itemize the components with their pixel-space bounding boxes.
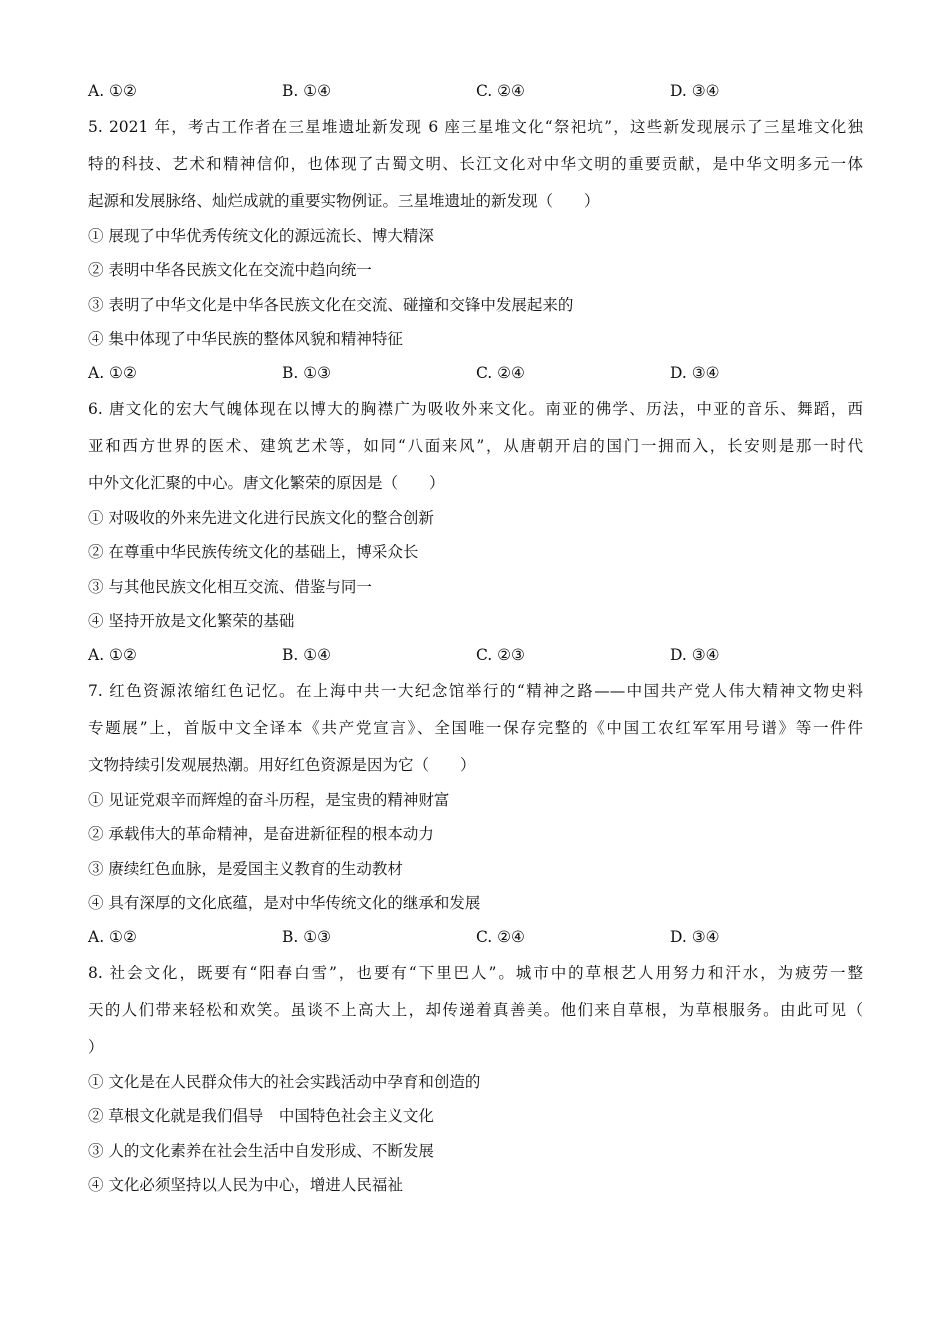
- q4-option-b: B. ①④: [282, 82, 332, 100]
- q8-item-3: ③ 人的文化素养在社会生活中自发形成、不断发展: [88, 1142, 434, 1160]
- q8-stem-line: ）: [88, 1038, 104, 1056]
- q5-option-a: A. ①②: [88, 364, 137, 382]
- q8-item-4: ④ 文化必须坚持以人民为中心，增进人民福祉: [88, 1176, 403, 1194]
- q7-stem-line: 7. 红色资源浓缩红色记忆。在上海中共一大纪念馆举行的“精神之路——中国共产党人伟大精神文物史料: [88, 682, 863, 700]
- q4-option-a: A. ①②: [88, 82, 137, 100]
- q5-item-4: ④ 集中体现了中华民族的整体风貌和精神特征: [88, 330, 403, 348]
- q6-option-a: A. ①②: [88, 646, 137, 664]
- q8-stem-line: 天的人们带来轻松和欢笑。虽谈不上高大上，却传递着真善美。他们来自草根，为草根服务。由此可见（: [88, 1001, 863, 1019]
- q6-stem-line: 6. 唐文化的宏大气魄体现在以博大的胸襟广为吸收外来文化。南亚的佛学、历法，中亚的音乐、舞蹈，西: [88, 400, 863, 418]
- q6-item-3: ③ 与其他民族文化相互交流、借鉴与同一: [88, 578, 372, 596]
- q5-item-2: ② 表明中华各民族文化在交流中趋向统一: [88, 261, 372, 279]
- q6-stem-line: 中外文化汇聚的中心。唐文化繁荣的原因是（ ）: [88, 474, 445, 492]
- q7-option-b: B. ①③: [282, 928, 332, 946]
- q8-stem-line: 8. 社会文化，既要有“阳春白雪”，也要有“下里巴人”。城市中的草根艺人用努力和汗水，为疲劳一整: [88, 964, 863, 982]
- q6-option-d: D. ③④: [670, 646, 720, 664]
- q7-stem-line: 专题展”上，首版中文全译本《共产党宣言》、全国唯一保存完整的《中国工农红军军用号谱》等一件件: [88, 719, 863, 737]
- q7-option-d: D. ③④: [670, 928, 720, 946]
- q5-option-d: D. ③④: [670, 364, 720, 382]
- q6-option-c: C. ②③: [476, 646, 525, 664]
- q5-stem-line: 5. 2021 年，考古工作者在三星堆遗址新发现 6 座三星堆文化“祭祀坑”，这些新发现展示了三星堆文化独: [88, 118, 863, 136]
- q8-item-2: ② 草根文化就是我们倡导 中国特色社会主义文化: [88, 1107, 434, 1125]
- q7-options: [88, 927, 863, 947]
- q4-options: [88, 81, 863, 101]
- q7-option-a: A. ①②: [88, 928, 137, 946]
- q4-option-c: C. ②④: [476, 82, 525, 100]
- q5-option-b: B. ①③: [282, 364, 332, 382]
- q6-stem-line: 亚和西方世界的医术、建筑艺术等，如同“八面来风”，从唐朝开启的国门一拥而入，长安则是那一时代: [88, 437, 863, 455]
- q5-stem-line: 起源和发展脉络、灿烂成就的重要实物例证。三星堆遗址的新发现（ ）: [88, 192, 600, 210]
- q5-item-3: ③ 表明了中华文化是中华各民族文化在交流、碰撞和交锋中发展起来的: [88, 296, 574, 314]
- q7-item-1: ① 见证党艰辛而辉煌的奋斗历程，是宝贵的精神财富: [88, 791, 450, 809]
- q7-option-c: C. ②④: [476, 928, 525, 946]
- q6-item-4: ④ 坚持开放是文化繁荣的基础: [88, 612, 295, 630]
- q5-options: [88, 363, 863, 383]
- q7-item-4: ④ 具有深厚的文化底蕴，是对中华传统文化的继承和发展: [88, 894, 481, 912]
- q6-options: [88, 645, 863, 665]
- q4-option-d: D. ③④: [670, 82, 720, 100]
- q5-stem-line: 特的科技、艺术和精神信仰，也体现了古蜀文明、长江文化对中华文明的重要贡献，是中华文明多元一体: [88, 155, 863, 173]
- q6-item-2: ② 在尊重中华民族传统文化的基础上，博采众长: [88, 543, 419, 561]
- q7-item-3: ③ 赓续红色血脉，是爱国主义教育的生动教材: [88, 860, 403, 878]
- q6-option-b: B. ①④: [282, 646, 332, 664]
- q7-item-2: ② 承载伟大的革命精神，是奋进新征程的根本动力: [88, 825, 434, 843]
- q5-option-c: C. ②④: [476, 364, 525, 382]
- q5-item-1: ① 展现了中华优秀传统文化的源远流长、博大精深: [88, 227, 434, 245]
- q7-stem-line: 文物持续引发观展热潮。用好红色资源是因为它（ ）: [88, 756, 476, 774]
- q6-item-1: ① 对吸收的外来先进文化进行民族文化的整合创新: [88, 509, 434, 527]
- q8-item-1: ① 文化是在人民群众伟大的社会实践活动中孕育和创造的: [88, 1073, 481, 1091]
